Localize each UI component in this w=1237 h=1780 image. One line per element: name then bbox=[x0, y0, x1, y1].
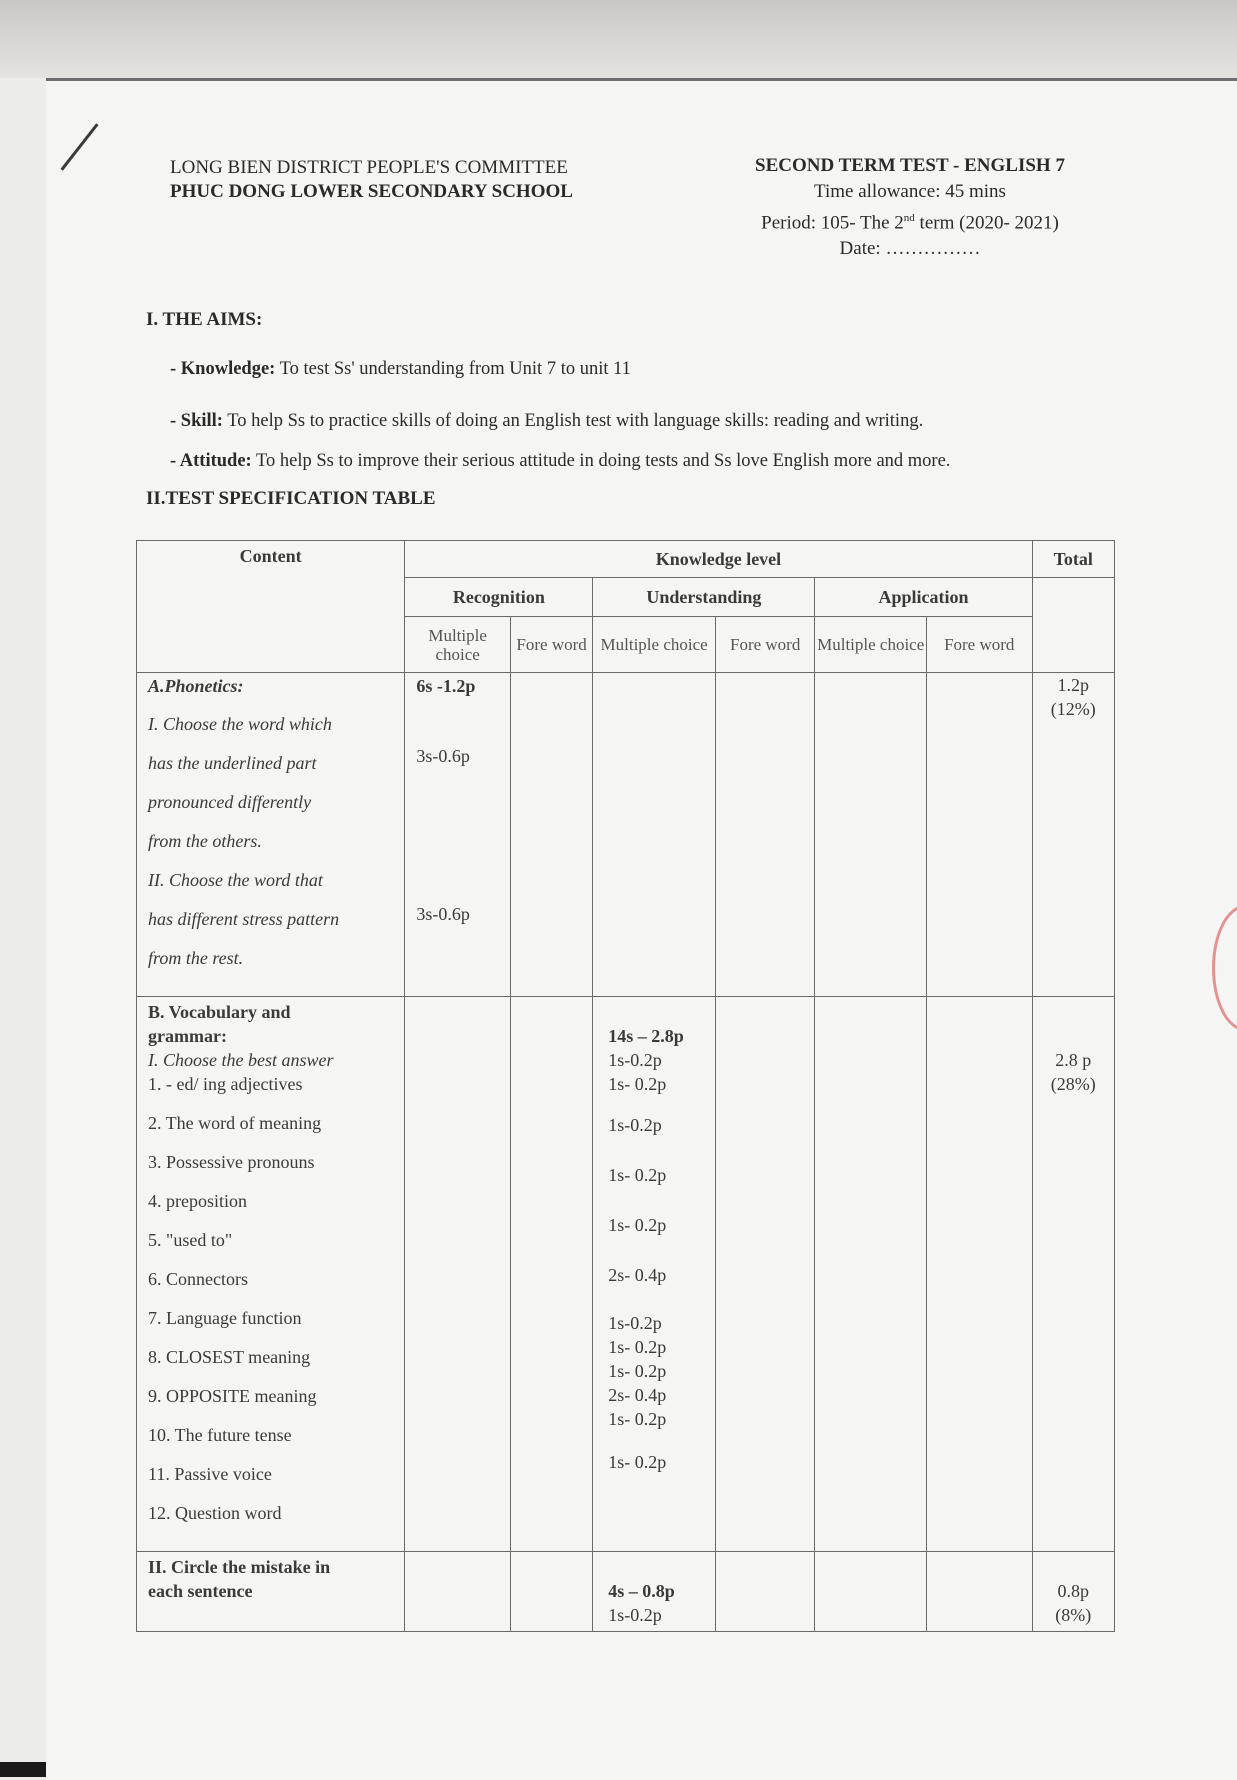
phonetics-title: A.Phonetics: bbox=[148, 676, 244, 696]
school-header bbox=[170, 156, 573, 204]
attitude-line bbox=[170, 451, 950, 472]
knowledge-text: To test Ss' understanding from Unit 7 to unit 11 bbox=[275, 359, 631, 379]
phonetics-line3: pronounced differently bbox=[148, 792, 312, 812]
empty-cell bbox=[715, 1552, 815, 1632]
period-prefix: Period: 105- The 2 bbox=[761, 212, 904, 234]
period-suffix: term (2020- 2021) bbox=[914, 212, 1059, 234]
phonetics-line2: has the underlined part bbox=[148, 753, 317, 773]
mistake-mark-1: 1s-0.2p bbox=[608, 1605, 662, 1625]
empty-cell bbox=[715, 673, 815, 997]
period-sup: nd bbox=[903, 212, 915, 224]
vocab-mark-10: 2s- 0.4p bbox=[608, 1385, 667, 1405]
vocab-item-8: 8. CLOSEST meaning bbox=[148, 1347, 311, 1367]
vocab-mark-7: 1s-0.2p bbox=[608, 1313, 662, 1333]
committee-name: LONG BIEN DISTRICT PEOPLE'S COMMITTEE bbox=[170, 157, 568, 178]
vocab-title2: grammar: bbox=[148, 1026, 227, 1046]
vocab-item-2: 2. The word of meaning bbox=[148, 1113, 322, 1133]
total-header: Total bbox=[1032, 541, 1114, 578]
und-fw-header: Fore word bbox=[715, 617, 815, 673]
vocab-item-12: 12. Question word bbox=[148, 1503, 282, 1523]
empty-cell bbox=[405, 997, 511, 1552]
empty-cell bbox=[926, 673, 1032, 997]
test-header bbox=[720, 153, 1100, 262]
vocab-mark-6: 2s- 0.4p bbox=[608, 1265, 667, 1285]
empty-cell bbox=[510, 673, 592, 997]
school-name: PHUC DONG LOWER SECONDARY SCHOOL bbox=[170, 181, 573, 202]
mistake-total-pct: (8%) bbox=[1055, 1605, 1092, 1625]
app-fw-header: Fore word bbox=[926, 617, 1032, 673]
test-title: SECOND TERM TEST - ENGLISH 7 bbox=[755, 155, 1065, 176]
empty-cell bbox=[926, 1552, 1032, 1632]
phonetics-content bbox=[137, 673, 405, 997]
phonetics-total bbox=[1032, 673, 1114, 997]
vocab-mark-9: 1s- 0.2p bbox=[608, 1361, 667, 1381]
specification-table bbox=[136, 540, 1115, 1632]
empty-cell bbox=[815, 1552, 927, 1632]
phonetics-rec-1: 3s-0.6p bbox=[416, 746, 470, 766]
phonetics-line6: has different stress pattern bbox=[148, 909, 340, 929]
vocab-item-5: 5. "used to" bbox=[148, 1230, 233, 1250]
vocab-item-1: 1. - ed/ ing adjectives bbox=[148, 1074, 303, 1094]
vocab-item-11: 11. Passive voice bbox=[148, 1464, 272, 1484]
mistake-und-mc bbox=[593, 1552, 716, 1632]
vocab-mark-3: 1s-0.2p bbox=[608, 1115, 662, 1135]
attitude-label: - Attitude: bbox=[170, 451, 252, 471]
vocab-item-6: 6. Connectors bbox=[148, 1269, 248, 1289]
vocab-item-10: 10. The future tense bbox=[148, 1425, 292, 1445]
phonetics-rec-2: 3s-0.6p bbox=[416, 904, 470, 924]
phonetics-line4: from the others. bbox=[148, 831, 262, 851]
content-header: Content bbox=[137, 541, 405, 673]
rec-mc-header: Multiple choice bbox=[405, 617, 511, 673]
phonetics-line7: from the rest. bbox=[148, 948, 244, 968]
table-row-mistake bbox=[137, 1552, 1115, 1632]
vocab-mark-2: 1s- 0.2p bbox=[608, 1074, 667, 1094]
vocab-mark-12: 1s- 0.2p bbox=[608, 1452, 667, 1472]
empty-cell bbox=[926, 997, 1032, 1552]
mistake-title1: II. Circle the mistake in bbox=[148, 1557, 331, 1577]
mistake-title2: each sentence bbox=[148, 1581, 253, 1601]
knowledge-line bbox=[170, 359, 631, 380]
scan-background bbox=[0, 0, 1237, 78]
rec-fw-header: Fore word bbox=[510, 617, 592, 673]
skill-text: To help Ss to practice skills of doing an English test with language skills: reading and writing. bbox=[222, 411, 924, 431]
vocab-title1: B. Vocabulary and bbox=[148, 1002, 291, 1022]
empty-cell bbox=[593, 673, 716, 997]
empty-cell bbox=[815, 673, 927, 997]
knowledge-header: Knowledge level bbox=[405, 541, 1032, 578]
knowledge-label: - Knowledge: bbox=[170, 359, 276, 379]
period-line bbox=[720, 205, 1100, 236]
mistake-und-total: 4s – 0.8p bbox=[608, 1581, 675, 1601]
phonetics-line1: I. Choose the word which bbox=[148, 714, 332, 734]
empty-cell bbox=[715, 997, 815, 1552]
vocab-item-4: 4. preposition bbox=[148, 1191, 247, 1211]
vocab-mark-11: 1s- 0.2p bbox=[608, 1409, 667, 1429]
vocab-und-mc bbox=[593, 997, 716, 1552]
vocab-subtitle: I. Choose the best answer bbox=[148, 1050, 334, 1070]
mistake-total bbox=[1032, 1552, 1114, 1632]
vocab-total-pct: (28%) bbox=[1050, 1074, 1096, 1094]
phonetics-line5: II. Choose the word that bbox=[148, 870, 323, 890]
mistake-total-points: 0.8p bbox=[1057, 1581, 1089, 1601]
phonetics-total-pct: (12%) bbox=[1050, 699, 1096, 719]
empty-cell bbox=[405, 1552, 511, 1632]
vocab-mark-4: 1s- 0.2p bbox=[608, 1165, 667, 1185]
skill-label: - Skill: bbox=[170, 411, 223, 431]
empty-cell bbox=[510, 997, 592, 1552]
vocab-item-9: 9. OPPOSITE meaning bbox=[148, 1386, 317, 1406]
skill-line bbox=[170, 411, 923, 432]
vocab-mark-5: 1s- 0.2p bbox=[608, 1215, 667, 1235]
vocab-total bbox=[1032, 997, 1114, 1552]
und-mc-header: Multiple choice bbox=[593, 617, 716, 673]
spec-heading: II.TEST SPECIFICATION TABLE bbox=[146, 488, 436, 509]
vocab-und-total: 14s – 2.8p bbox=[608, 1026, 684, 1046]
total-blank bbox=[1032, 578, 1114, 673]
table-row-phonetics bbox=[137, 673, 1115, 997]
empty-cell bbox=[815, 997, 927, 1552]
time-allowance: Time allowance: 45 mins bbox=[814, 181, 1006, 202]
vocab-content bbox=[137, 997, 405, 1552]
scan-edge bbox=[0, 1762, 46, 1777]
vocab-item-7: 7. Language function bbox=[148, 1308, 302, 1328]
table-header-row bbox=[137, 541, 1115, 578]
phonetics-total-points: 1.2p bbox=[1057, 675, 1089, 695]
attitude-text: To help Ss to improve their serious attitude in doing tests and Ss love English more and more. bbox=[251, 451, 951, 471]
date-line: Date: …………… bbox=[839, 238, 981, 260]
mistake-content bbox=[137, 1552, 405, 1632]
vocab-total-points: 2.8 p bbox=[1055, 1050, 1092, 1070]
vocab-mark-8: 1s- 0.2p bbox=[608, 1337, 667, 1357]
phonetics-rec-mc bbox=[405, 673, 511, 997]
aims-heading: I. THE AIMS: bbox=[146, 309, 263, 330]
application-header: Application bbox=[815, 578, 1032, 617]
recognition-header: Recognition bbox=[405, 578, 593, 617]
vocab-item-3: 3. Possessive pronouns bbox=[148, 1152, 315, 1172]
app-mc-header: Multiple choice bbox=[815, 617, 927, 673]
phonetics-rec-total: 6s -1.2p bbox=[416, 676, 476, 696]
vocab-mark-1: 1s-0.2p bbox=[608, 1050, 662, 1070]
understanding-header: Understanding bbox=[593, 578, 815, 617]
empty-cell bbox=[510, 1552, 592, 1632]
table-row-vocabulary bbox=[137, 997, 1115, 1552]
